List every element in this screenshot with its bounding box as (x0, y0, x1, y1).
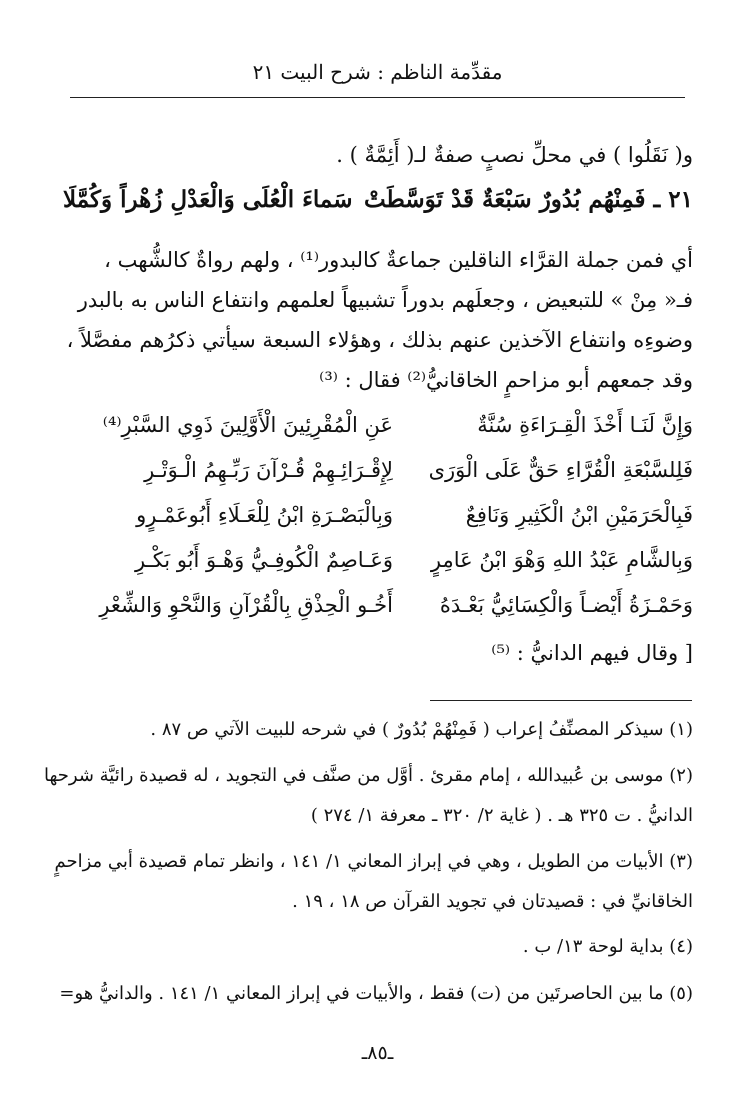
footnote-3: (٣) الأبيات من الطويل ، وهي في إبراز المعاني ١/ ١٤١ ، وانظر تمام قصيدة أبي مزاحمٍ (54, 851, 693, 872)
running-header: مقدِّمة الناظم : شرح البيت ٢١ (252, 60, 503, 84)
commentary-line-5: [ وقال فيهم الدانيُّ : ⁽⁵⁾ (491, 641, 693, 665)
footnote-3-cont: الخاقانيِّ في : قصيدتان في تجويد القرآن ص ١٨ ، ١٩ . (292, 891, 693, 912)
page-number: ـ٨٥ـ (361, 1042, 394, 1064)
poem-right-hemistich: وَإِنَّ لَنَـا أَخْذَ الْقِـرَاءَةِ سُنَّةٌ (477, 413, 693, 437)
poem-row (63, 590, 693, 620)
poem-left-hemistich: وَعَـاصِمٌ الْكُوفِـيُّ وَهْـوَ أَبُو بَكْـرِ (134, 548, 393, 572)
commentary-line-2: فـ« مِنْ » للتبعيض ، وجعلَهم بدوراً تشبيهاً لعلمهم وانتفاع الناس به بالبدر (77, 288, 693, 312)
footnote-4: (٤) بداية لوحة ١٣/ ب . (522, 936, 693, 957)
commentary-line-3: وضوءِه وانتفاع الآخذين عنهم بذلك ، وهؤلاء السبعة سيأتي ذكرُهم مفصَّلاً ، (66, 328, 693, 352)
header-rule (70, 97, 685, 98)
poem-right-hemistich: فَلِلسَّبْعَةِ الْقُرَّاءِ حَقٌّ عَلَى الْوَرَى (428, 458, 693, 482)
poem-left-hemistich: أَخُـو الْحِذْقِ بِالْقُرْآنِ وَالنَّحْوِ وَالشِّعْرِ (99, 593, 393, 617)
footnote-2: (٢) موسى بن عُبيدالله ، إمام مقرئ . أوَّل من صنَّف في التجويد ، له قصيدة رائيَّة شرحها (44, 765, 693, 786)
commentary-line-1: أي فمن جملة القرَّاء الناقلين جماعةٌ كالبدور⁽¹⁾ ، ولهم رواةٌ كالشُّهب ، (104, 248, 693, 272)
poem-row (63, 410, 693, 440)
footnote-1: (١) سيذكر المصنِّفُ إعراب ( فَمِنْهُمْ بُدُورٌ ) في شرحه للبيت الآتي ص ٨٧ . (150, 719, 693, 740)
footnote-rule (430, 700, 692, 701)
poem-row (63, 455, 693, 485)
body-line-1: و( نَقَلُوا ) في محلِّ نصبٍ صفةٌ لـ( أَئِمَّةٌ ) . (336, 143, 693, 167)
poem-right-hemistich: وَحَمْـزَةُ أَيْضـاً وَالْكِسَائِيُّ بَعْـدَهُ (439, 593, 693, 617)
poem-row (63, 545, 693, 575)
footnote-5: (٥) ما بين الحاصرتَين من (ت) فقط ، والأبيات في إبراز المعاني ١/ ١٤١ . والدانيُّ هو= (59, 983, 693, 1004)
main-verse-right-hemistich: ٢١ ـ فَمِنْهُم بُدُورٌ سَبْعَةٌ قَدْ تَوَسَّطَتْ (363, 186, 693, 213)
footnote-2-cont: الدانيُّ . ت ٣٢٥ هـ . ( غاية ٢/ ٣٢٠ ـ معرفة ١/ ٢٧٤ ) (310, 805, 693, 826)
poem-right-hemistich: فَبِالْحَرَمَيْنِ ابْنُ الْكَثِيرِ وَنَافِعٌ (465, 503, 693, 527)
poem-left-hemistich: عَنِ الْمُقْرِئِينَ الْأَوَّلِينَ ذَوِي السَّبْرِ⁽⁴⁾ (102, 413, 393, 437)
poem-left-hemistich: لِإِقْـرَائِـهِمْ قُـرْآنَ رَبِّـهِمُ الْـوَتْـرِ (144, 458, 393, 482)
main-verse (63, 184, 693, 216)
commentary-line-4: وقد جمعهم أبو مزاحمٍ الخاقانيُّ⁽²⁾ فقال : ⁽³⁾ (319, 368, 693, 392)
main-verse-left-hemistich: سَماءَ الْعُلَى وَالْعَدْلِ زُهْراً وَكُمَّلَا (63, 186, 353, 213)
poem-left-hemistich: وَبِالْبَصْـرَةِ ابْنُ لِلْعَـلَاءِ أَبُوعَمْـرٍو (136, 503, 393, 527)
poem-right-hemistich: وَبِالشَّامِ عَبْدُ اللهِ وَهْوَ ابْنُ عَامِرٍ (430, 548, 693, 572)
poem-row (63, 500, 693, 530)
